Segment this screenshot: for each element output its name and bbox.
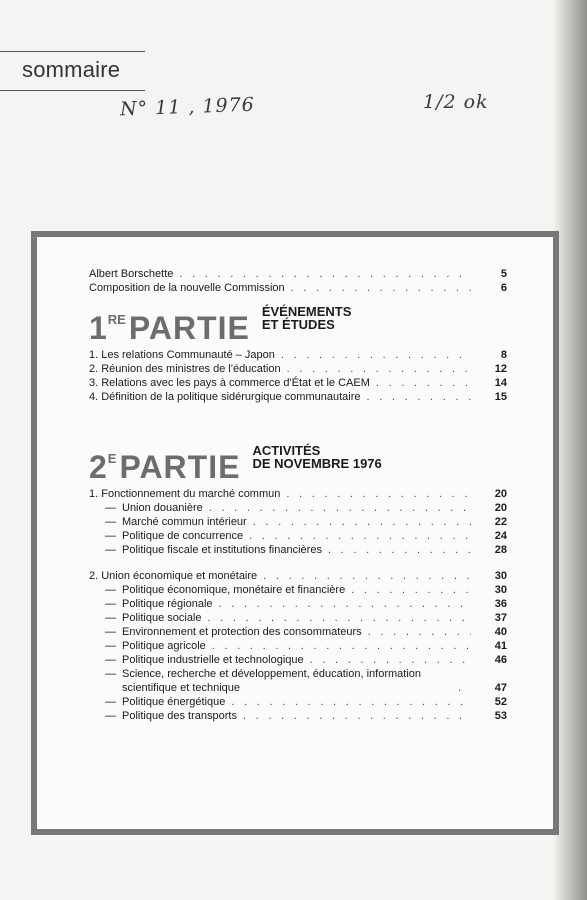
toc-subentry-label: Politique agricole	[122, 640, 206, 652]
leader-dots	[231, 695, 471, 709]
toc-entry-page: 8	[500, 349, 507, 361]
toc-entry-label: Composition de la nouvelle Commission	[89, 282, 285, 294]
toc-entry[interactable]	[89, 362, 507, 376]
leader-dots	[458, 681, 471, 695]
toc-subentry[interactable]: — Politique des transports . . . 53	[89, 709, 507, 723]
toc-entry-page: 20	[494, 488, 507, 500]
toc-subentry[interactable]: — Politique industrielle et technologique . . . 46	[89, 653, 507, 667]
handwritten-issue-note: N° 11 , 1976	[119, 93, 256, 121]
toc-entry-label: 1. Fonctionnement du marché commun	[89, 488, 281, 500]
toc-entry-page: 30	[494, 570, 507, 582]
toc-subentry-label: Union douanière	[122, 502, 203, 514]
leader-dots	[219, 597, 471, 611]
toc-subentry[interactable]: — Science, recherche et développement, éducation, information scientifique et technique . . . 47	[89, 667, 507, 695]
toc-entry-label: 3. Relations avec les pays à commerce d'État et le CAEM	[89, 377, 370, 389]
toc-entry[interactable]	[89, 569, 507, 583]
part-1-subtitle: ÉVÉNEMENTS ET ÉTUDES	[261, 304, 352, 332]
toc-entry-label: Albert Borschette	[89, 268, 174, 280]
toc-subentry-label: Politique fiscale et institutions financières	[122, 544, 322, 556]
toc-subentry-page: 47	[494, 682, 507, 694]
toc-entry[interactable]	[89, 376, 507, 390]
toc-subentry[interactable]: — Politique régionale . . . 36	[89, 597, 507, 611]
leader-dots	[243, 709, 471, 723]
toc-subentry-label: Science, recherche et développement, éducation, information scientifique et technique	[122, 668, 422, 694]
part-1-heading	[89, 302, 507, 346]
leader-dots	[286, 487, 471, 501]
part-2-subtitle: ACTIVITÉS DE NOVEMBRE 1976	[252, 443, 382, 471]
header-rule-top	[0, 51, 145, 52]
toc-entry[interactable]	[89, 267, 507, 281]
part-2-heading	[89, 441, 507, 485]
toc-entry-page: 14	[494, 377, 507, 389]
toc-subentry[interactable]: — Politique économique, monétaire et financière . . . 30	[89, 583, 507, 597]
toc-subentry-label: Politique sociale	[122, 612, 202, 624]
toc-subentry-page: 46	[494, 654, 507, 666]
toc-subentry-page: 53	[494, 710, 507, 722]
toc-subentry-page: 24	[494, 530, 507, 542]
toc-subentry-page: 37	[494, 612, 507, 624]
toc-entry-label: 4. Définition de la politique sidérurgique communautaire	[89, 391, 361, 403]
contents-frame	[31, 231, 559, 835]
toc-subentry-label: Politique régionale	[122, 598, 213, 610]
leader-dots	[281, 348, 471, 362]
toc-subentry-page: 36	[494, 598, 507, 610]
table-of-contents	[89, 267, 507, 723]
toc-subentry-page: 52	[494, 696, 507, 708]
toc-entry-page: 15	[494, 391, 507, 403]
leader-dots	[263, 569, 471, 583]
toc-subentry-page: 20	[494, 502, 507, 514]
toc-entry-label: 2. Union économique et monétaire	[89, 570, 258, 582]
toc-entry-page: 5	[500, 268, 507, 280]
handwritten-check-note: 1/2 ok	[423, 91, 489, 113]
toc-subentry[interactable]: — Politique agricole . . . 41	[89, 639, 507, 653]
toc-subentry[interactable]: — Politique fiscale et institutions financières . . . 28	[89, 543, 507, 557]
part-2-title: $2^EPARTIE$	[89, 449, 241, 485]
toc-subentry-label: Politique industrielle et technologique	[122, 654, 304, 666]
leader-dots	[376, 376, 471, 390]
toc-entry-page: 12	[494, 363, 507, 375]
toc-entry[interactable]	[89, 348, 507, 362]
toc-subentry-page: 22	[494, 516, 507, 528]
leader-dots	[179, 267, 471, 281]
leader-dots	[249, 529, 471, 543]
toc-entry[interactable]	[89, 390, 507, 404]
leader-dots	[368, 625, 471, 639]
leader-dots	[208, 611, 472, 625]
toc-subentry-label: Environnement et protection des consommateurs	[122, 626, 362, 638]
toc-subentry[interactable]: — Politique de concurrence . . . 24	[89, 529, 507, 543]
leader-dots	[212, 639, 471, 653]
toc-subentry[interactable]: — Politique énergétique . . . 52	[89, 695, 507, 709]
toc-subentry-page: 41	[494, 640, 507, 652]
toc-subentry-label: Politique énergétique	[122, 696, 226, 708]
toc-subentry-label: Politique de concurrence	[122, 530, 244, 542]
toc-entry-label: 2. Réunion des ministres de l'éducation	[89, 363, 281, 375]
header-rule-bottom	[0, 90, 145, 91]
leader-dots	[367, 390, 472, 404]
toc-subentry[interactable]: — Union douanière . . . 20	[89, 501, 507, 515]
toc-subentry-label: Politique des transports	[122, 710, 237, 722]
toc-subentry[interactable]: — Environnement et protection des consommateurs . . . 40	[89, 625, 507, 639]
leader-dots	[310, 653, 471, 667]
toc-subentry[interactable]: — Politique sociale . . . 37	[89, 611, 507, 625]
leader-dots	[287, 362, 471, 376]
toc-entry[interactable]	[89, 487, 507, 501]
toc-subentry-label: Politique économique, monétaire et financière	[122, 584, 346, 596]
leader-dots	[253, 515, 471, 529]
toc-entry[interactable]	[89, 281, 507, 295]
toc-subentry-page: 28	[494, 544, 507, 556]
leader-dots	[328, 543, 471, 557]
leader-dots	[351, 583, 471, 597]
toc-subentry[interactable]: — Marché commun intérieur . . . 22	[89, 515, 507, 529]
toc-subentry-page: 30	[494, 584, 507, 596]
leader-dots	[291, 281, 471, 295]
leader-dots	[209, 501, 471, 515]
part-1-title: 1REPARTIE	[89, 310, 250, 346]
page-title: sommaire	[22, 57, 121, 82]
toc-subentry-page: 40	[494, 626, 507, 638]
toc-subentry-label: Marché commun intérieur	[122, 516, 247, 528]
toc-entry-label: 1. Les relations Communauté – Japon	[89, 349, 275, 361]
toc-entry-page: 6	[500, 282, 507, 294]
